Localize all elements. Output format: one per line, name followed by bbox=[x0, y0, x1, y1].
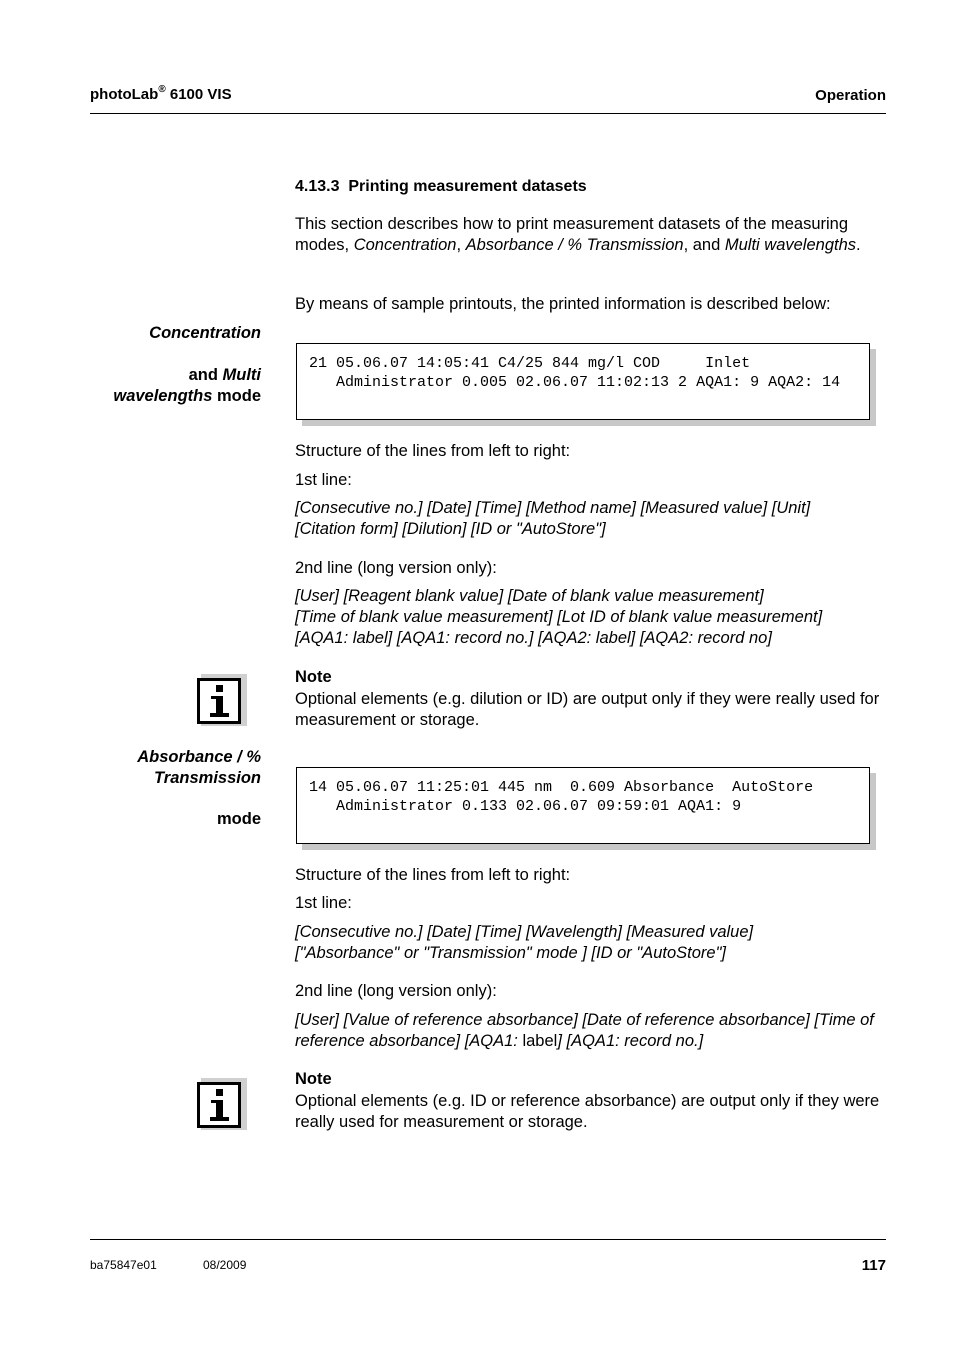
structure-intro-1: Structure of the lines from left to right: bbox=[295, 442, 571, 460]
printout-line-1: 14 05.06.07 11:25:01 445 nm 0.609 Absorbance AutoStore bbox=[309, 779, 814, 796]
note-text-2: Optional elements (e.g. ID or reference absorbance) are output only if they were really used for measurement or storage. bbox=[295, 1092, 880, 1131]
structure-line2-fields-1 bbox=[295, 586, 895, 649]
sample-printout-1 bbox=[296, 343, 870, 420]
intro-absorbance: Absorbance / % Transmission bbox=[465, 236, 684, 254]
side-label-concentration bbox=[61, 323, 261, 344]
side-label-mode: mode bbox=[216, 810, 261, 828]
page-number: 117 bbox=[861, 1257, 886, 1274]
structure-line1-label-2: 1st line: bbox=[295, 894, 352, 912]
intro-multi: Multi wavelengths bbox=[724, 236, 857, 254]
info-icon-frame bbox=[197, 678, 241, 724]
side-wavelengths: wavelengths bbox=[113, 387, 213, 405]
side-mode: mode bbox=[212, 387, 261, 405]
fields-row: [Time of blank value measurement] [Lot ID of blank value measurement] bbox=[295, 608, 823, 626]
info-glyph bbox=[200, 681, 238, 721]
structure-intro-2: Structure of the lines from left to right: bbox=[295, 866, 571, 884]
intro-text: This section describes how to print measurement datasets of the measuring modes, bbox=[295, 215, 849, 254]
printout-line-2: Administrator 0.005 02.06.07 11:02:13 2 AQA1: 9 AQA2: 14 bbox=[309, 374, 841, 391]
fields-label-word: label bbox=[522, 1032, 558, 1050]
fields-row: [AQA1: label] [AQA1: record no.] [AQA2: label] [AQA2: record no] bbox=[295, 629, 772, 647]
product-name: photoLab bbox=[90, 86, 159, 103]
structure-line2-label-2: 2nd line (long version only): bbox=[295, 982, 497, 1000]
footer-rule bbox=[90, 1239, 886, 1240]
structure-line2-fields-2 bbox=[295, 1010, 891, 1052]
info-icon bbox=[197, 678, 247, 730]
side-label-absorbance bbox=[61, 747, 261, 789]
printout-line-1: 21 05.06.07 14:05:41 C4/25 844 mg/l COD Inlet bbox=[309, 355, 751, 372]
info-icon-frame bbox=[197, 1082, 241, 1128]
note-heading-1: Note bbox=[295, 668, 332, 686]
footer-doc-id: ba75847e01 bbox=[90, 1258, 157, 1272]
header-product bbox=[90, 86, 232, 103]
intro-end: . bbox=[856, 236, 861, 254]
intro-paragraph bbox=[295, 214, 887, 256]
intro-concentration: Concentration bbox=[353, 236, 457, 254]
fields-row: [User] [Value of reference absorbance] [Date of reference absorbance] [Time of reference absorbance] [AQA1: bbox=[295, 1011, 874, 1050]
header-section: Operation bbox=[815, 87, 886, 104]
registered-mark: ® bbox=[158, 84, 166, 95]
fields-row: [User] [Reagent blank value] [Date of blank value measurement] bbox=[295, 587, 764, 605]
info-glyph bbox=[200, 1085, 238, 1125]
info-icon bbox=[197, 1082, 247, 1134]
note-heading-2: Note bbox=[295, 1070, 332, 1088]
intro-sep: , bbox=[456, 236, 466, 254]
footer-date: 08/2009 bbox=[203, 1258, 247, 1272]
side-and: and bbox=[188, 366, 223, 384]
structure-line1-fields-1 bbox=[295, 498, 895, 540]
printout-line-2: Administrator 0.133 02.06.07 09:59:01 AQA1: 9 bbox=[309, 798, 742, 815]
header-rule bbox=[90, 113, 886, 114]
note-text-1: Optional elements (e.g. dilution or ID) are output only if they were really used for measurement or storage. bbox=[295, 690, 880, 729]
product-model: 6100 VIS bbox=[165, 86, 232, 103]
fields-row: [Consecutive no.] [Date] [Time] [Method name] [Measured value] [Unit] bbox=[295, 499, 811, 517]
side-concentration: Concentration bbox=[149, 324, 261, 342]
intro-paragraph-2: By means of sample printouts, the printed information is described below: bbox=[295, 295, 831, 313]
structure-line1-label-1: 1st line: bbox=[295, 471, 352, 489]
fields-row: [Consecutive no.] [Date] [Time] [Wavelength] [Measured value] bbox=[295, 923, 754, 941]
structure-line2-label-1: 2nd line (long version only): bbox=[295, 559, 497, 577]
section-title bbox=[295, 178, 587, 196]
intro-sep: , and bbox=[683, 236, 725, 254]
side-label-multi bbox=[61, 365, 261, 407]
fields-row: ["Absorbance" or "Transmission" mode ] [ID or "AutoStore"] bbox=[295, 944, 727, 962]
sample-printout-2 bbox=[296, 767, 870, 844]
side-multi: Multi bbox=[222, 366, 261, 384]
side-absorbance: Absorbance / % bbox=[137, 748, 261, 766]
fields-row: ] [AQA1: record no.] bbox=[557, 1032, 704, 1050]
side-transmission: Transmission bbox=[154, 769, 261, 787]
section-number: 4.13.3 bbox=[295, 178, 340, 195]
section-title-text: Printing measurement datasets bbox=[348, 178, 587, 195]
structure-line1-fields-2 bbox=[295, 922, 895, 964]
fields-row: [Citation form] [Dilution] [ID or "AutoStore"] bbox=[295, 520, 606, 538]
